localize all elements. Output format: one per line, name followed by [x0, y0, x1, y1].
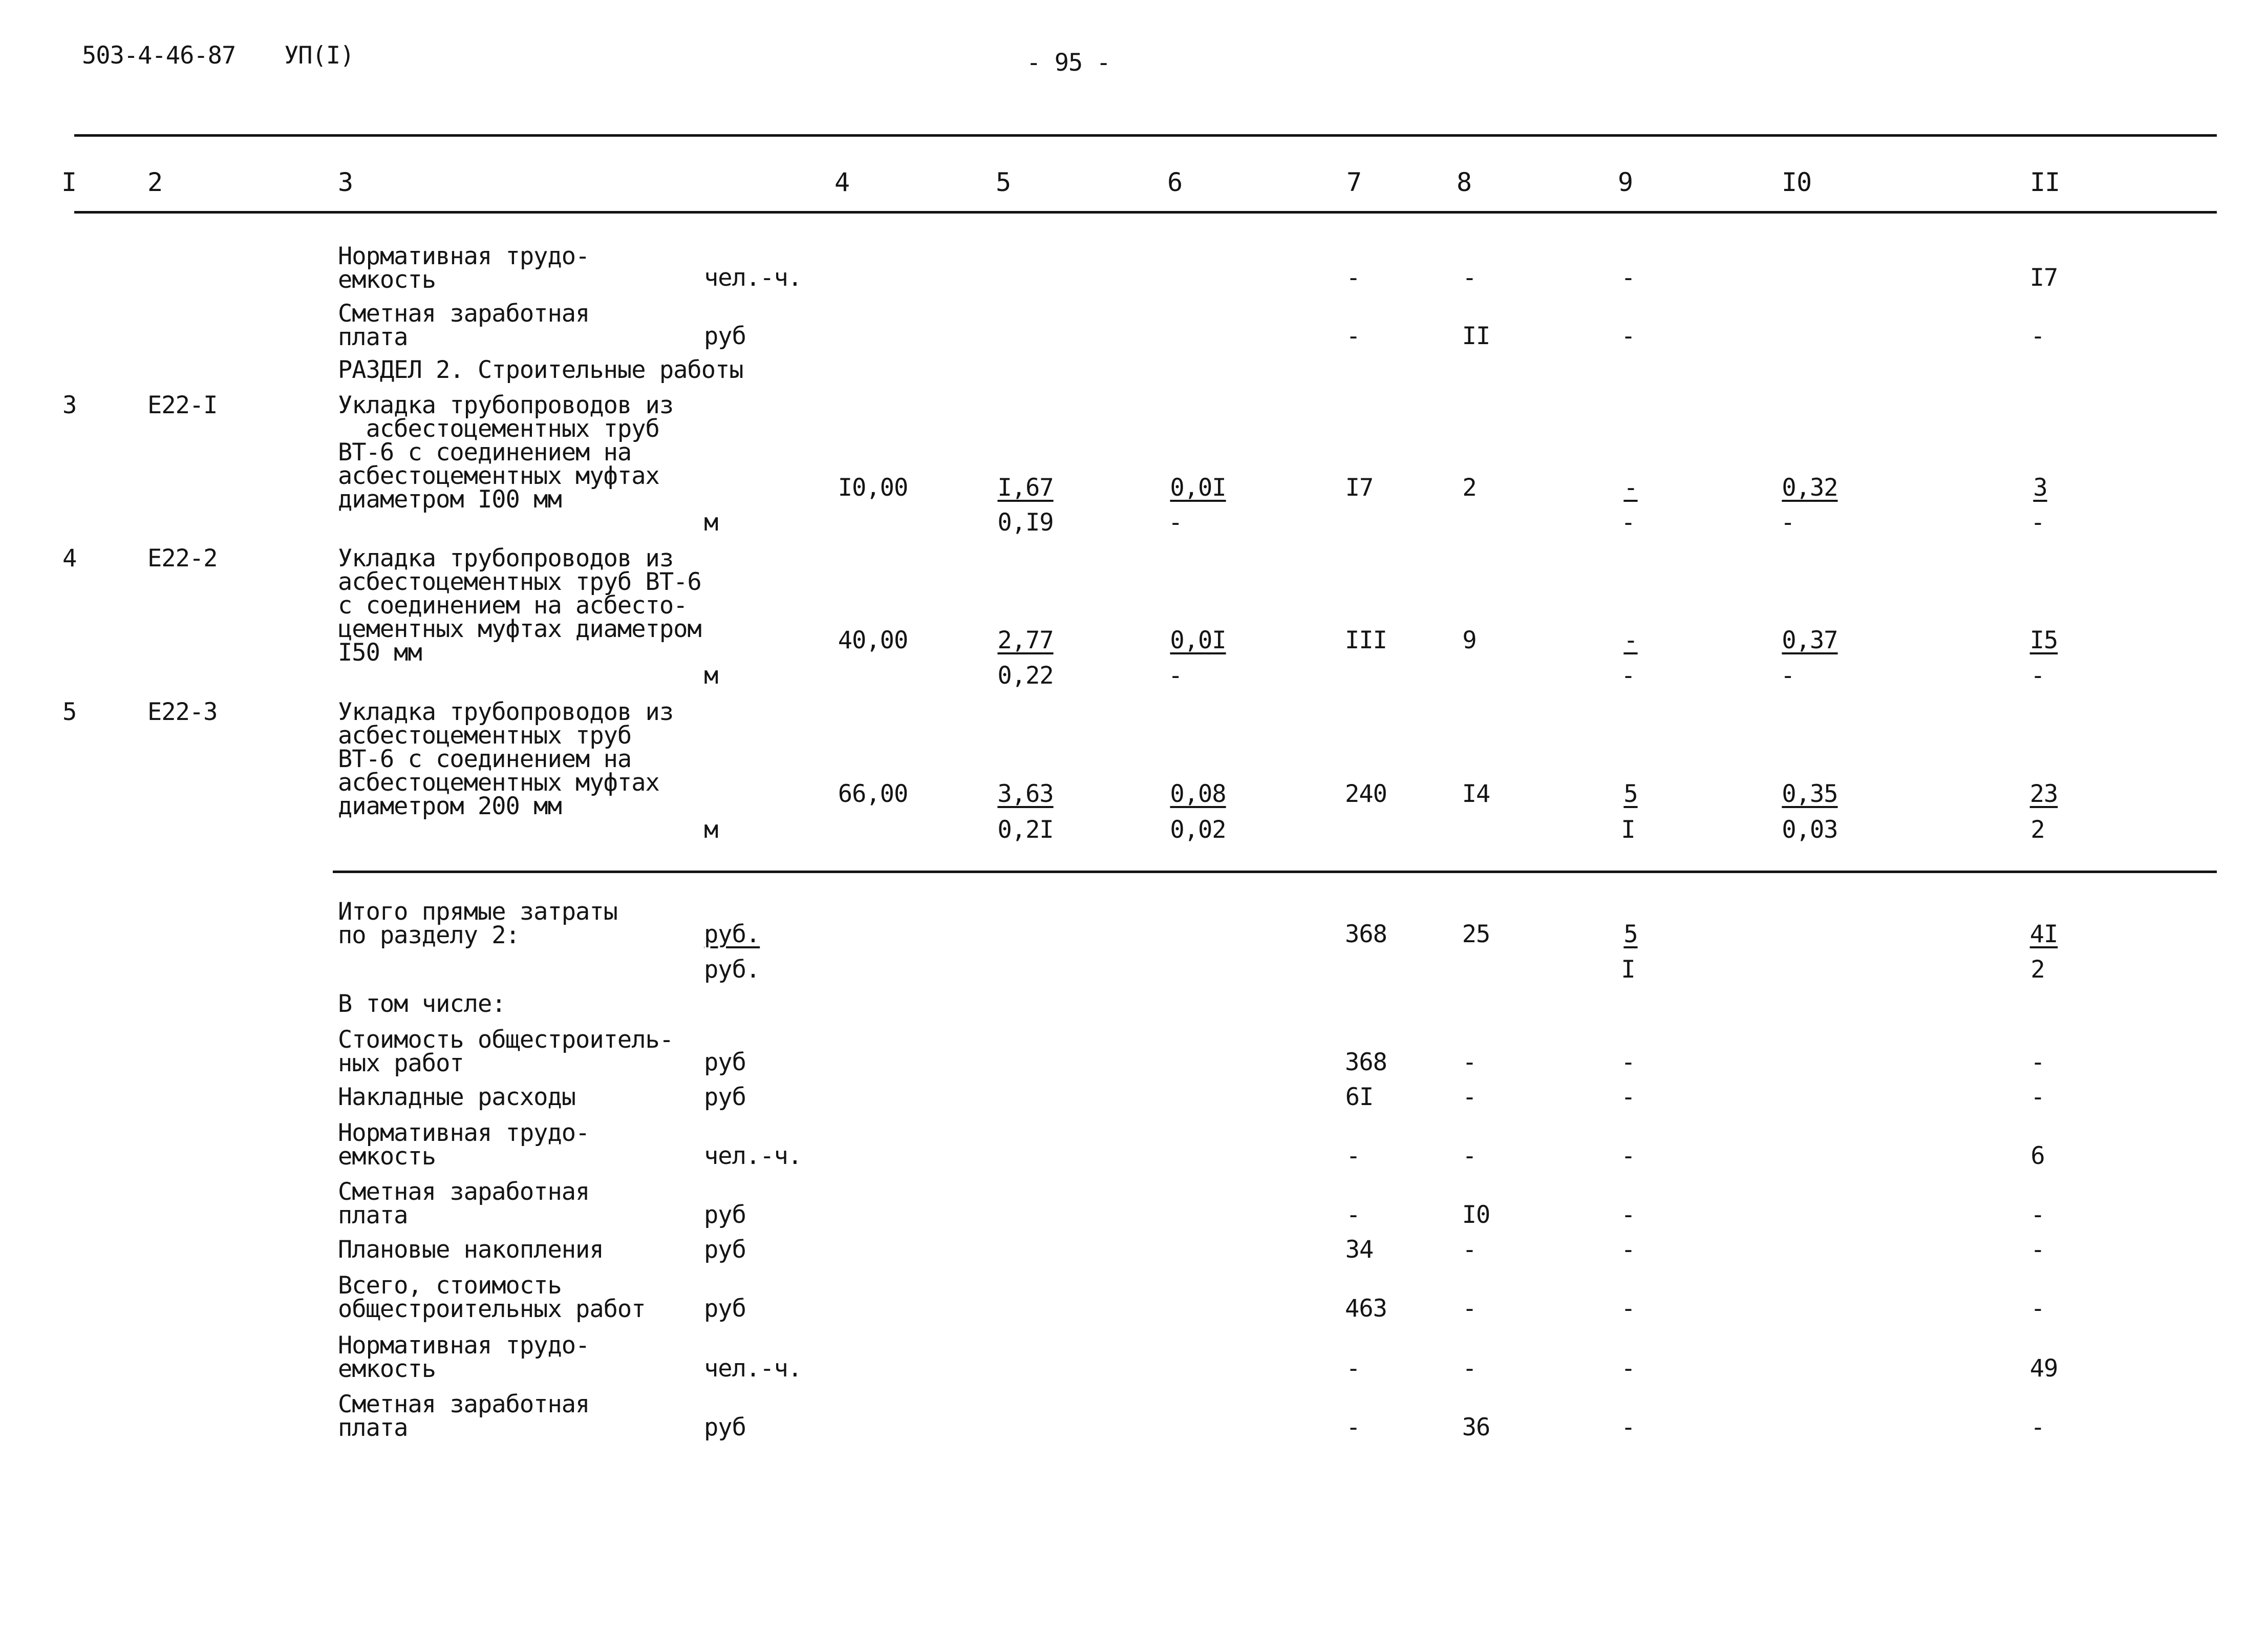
totals-direct-c8: 25 [1462, 920, 1490, 948]
wage-2-c11: - [2030, 1201, 2045, 1229]
wage-c11: - [2030, 322, 2045, 350]
overhead-c8: - [1462, 1083, 1477, 1111]
column-header-10: I0 [1782, 167, 1812, 197]
row-5-c5-top: 3,63 [997, 780, 1054, 808]
row-5-description: Укладка трубопроводов из асбестоцементных труб ВТ-6 с соединением на асбестоцементных муфтах диаметром 200 мм [338, 698, 674, 820]
row-5-unit: м [704, 816, 718, 844]
row-4-c9-bottom: - [1621, 662, 1635, 690]
labor-norm-3-c11: 49 [2029, 1354, 2058, 1383]
page-number: - 95 - [1026, 49, 1110, 77]
wage-unit: руб [704, 322, 746, 350]
album-label: УП(I) [284, 41, 354, 70]
wage-3-c9: - [1621, 1413, 1635, 1441]
column-header-9: 9 [1618, 167, 1633, 197]
row-5-c5-bottom: 0,2I [997, 816, 1054, 844]
overhead-unit: руб [704, 1083, 746, 1111]
general-works-c7: 368 [1345, 1048, 1387, 1076]
labor-norm-2-c9: - [1621, 1142, 1635, 1170]
row-3-c10-bottom: - [1781, 508, 1795, 537]
wage-2-c8: I0 [1462, 1201, 1490, 1229]
totals-direct-c11-bottom: 2 [2030, 956, 2045, 984]
column-header-7: 7 [1346, 167, 1362, 197]
column-header-11: II [2030, 167, 2060, 197]
wage-label: Сметная заработная плата [338, 300, 590, 351]
totals-direct-unit-2: руб. [704, 956, 760, 984]
row-3-c5-top: I,67 [997, 474, 1054, 502]
row-5-c10-bottom: 0,03 [1782, 816, 1838, 844]
row-3-c5-bottom: 0,I9 [997, 508, 1054, 537]
wage-c9: - [1621, 322, 1635, 350]
column-header-6: 6 [1167, 167, 1183, 197]
row-4-description: Укладка трубопроводов из асбестоцементных труб ВТ-6 с соединением на асбесто- цементных муфтах диаметром I50 мм [338, 544, 701, 667]
row-3-number: 3 [62, 391, 77, 419]
labor-norm-2-unit: чел.-ч. [704, 1142, 802, 1170]
general-works-unit: руб [704, 1048, 746, 1076]
overhead-c7: 6I [1345, 1083, 1374, 1111]
row-4-c5-top: 2,77 [997, 626, 1054, 654]
general-works-c11: - [2030, 1048, 2045, 1076]
row-3-c9-bottom: - [1621, 508, 1635, 537]
general-works-label: Стоимость общестроитель- ных работ [338, 1026, 674, 1077]
row-3-c11-bottom: - [2030, 508, 2045, 537]
row-5-quantity: 66,00 [838, 780, 908, 808]
row-4-number: 4 [62, 544, 77, 572]
column-header-5: 5 [996, 167, 1011, 197]
row-5-c8: I4 [1462, 780, 1490, 808]
total-general-works-c7: 463 [1345, 1295, 1387, 1323]
wage-3-c11: - [2030, 1413, 2045, 1441]
wage-2-c9: - [1621, 1201, 1635, 1229]
row-4-c10-bottom: - [1781, 662, 1795, 690]
labor-norm-unit: чел.-ч. [704, 264, 802, 292]
wage-c8: II [1462, 322, 1490, 350]
row-3-c10-top: 0,32 [1782, 474, 1838, 502]
totals-direct-c9-top: 5 [1623, 920, 1638, 948]
labor-norm-3-c7: - [1346, 1354, 1360, 1383]
row-4-c7: III [1345, 626, 1387, 654]
labor-norm-2-label: Нормативная трудо- емкость [338, 1119, 590, 1171]
row-5-number: 5 [62, 698, 77, 726]
row-4-c10-top: 0,37 [1782, 626, 1838, 654]
general-works-c9: - [1621, 1048, 1635, 1076]
planned-savings-c9: - [1621, 1236, 1635, 1264]
document-code: 503-4-46-87 [82, 41, 236, 70]
total-general-works-c8: - [1462, 1295, 1477, 1323]
totals-direct-unit-1: руб. [704, 920, 760, 948]
row-3-c8: 2 [1462, 474, 1477, 502]
totals-direct-c9-bottom: I [1621, 956, 1635, 984]
labor-norm-3-label: Нормативная трудо- емкость [338, 1331, 590, 1383]
row-3-c9-top: - [1623, 474, 1638, 502]
labor-norm-2-c8: - [1462, 1142, 1477, 1170]
row-4-quantity: 40,00 [838, 626, 908, 654]
labor-norm-3-c9: - [1621, 1354, 1635, 1383]
row-3-description: Укладка трубопроводов из асбестоцементных труб ВТ-6 с соединением на асбестоцементных муфтах диаметром I00 мм [338, 391, 674, 514]
row-3-c11-top: 3 [2033, 474, 2047, 502]
row-4-c6-bottom: - [1168, 662, 1183, 690]
row-4-c11-top: I5 [2029, 626, 2058, 654]
row-5-c6-bottom: 0,02 [1170, 816, 1226, 844]
labor-norm-3-unit: чел.-ч. [704, 1354, 802, 1383]
totals-direct-c11-top: 4I [2029, 920, 2058, 948]
labor-norm-label: Нормативная трудо- емкость [338, 242, 590, 294]
row-3-unit: м [704, 508, 718, 537]
row-5-c6-top: 0,08 [1170, 780, 1226, 808]
overhead-c11: - [2030, 1083, 2045, 1111]
row-3-quantity: I0,00 [838, 474, 908, 502]
total-general-works-unit: руб [704, 1295, 746, 1323]
including-label: В том числе: [338, 990, 506, 1018]
planned-savings-c11: - [2030, 1236, 2045, 1264]
row-5-c10-top: 0,35 [1782, 780, 1838, 808]
wage-3-c7: - [1346, 1413, 1360, 1441]
row-3-c7: I7 [1345, 474, 1374, 502]
wage-2-unit: руб [704, 1201, 746, 1229]
table-header-rule [74, 211, 2217, 214]
row-4-c5-bottom: 0,22 [997, 662, 1054, 690]
total-general-works-label: Всего, стоимость общестроительных работ [338, 1271, 646, 1323]
row-5-c11-bottom: 2 [2030, 816, 2045, 844]
labor-norm-c9: - [1621, 264, 1635, 292]
row-4-c8: 9 [1462, 626, 1477, 654]
totals-direct-c7: 368 [1345, 920, 1387, 948]
column-header-1: I [61, 167, 77, 197]
row-4-unit: м [704, 662, 718, 690]
planned-savings-label: Плановые накопления [338, 1236, 604, 1264]
overhead-label: Накладные расходы [338, 1083, 576, 1111]
labor-norm-c11: I7 [2029, 264, 2058, 292]
planned-savings-c8: - [1462, 1236, 1477, 1264]
planned-savings-unit: руб [704, 1236, 746, 1264]
overhead-c9: - [1621, 1083, 1635, 1111]
total-general-works-c9: - [1621, 1295, 1635, 1323]
general-works-c8: - [1462, 1048, 1477, 1076]
column-header-4: 4 [835, 167, 850, 197]
row-5-c9-top: 5 [1623, 780, 1638, 808]
row-3-c6-top: 0,0I [1170, 474, 1226, 502]
wage-3-c8: 36 [1462, 1413, 1490, 1441]
section-title: РАЗДЕЛ 2. Строительные работы [338, 356, 743, 384]
planned-savings-c7: 34 [1345, 1236, 1374, 1264]
labor-norm-c8: - [1462, 264, 1477, 292]
row-5-c9-bottom: I [1621, 816, 1635, 844]
row-5-c7: 240 [1345, 780, 1387, 808]
row-4-c9-top: - [1623, 626, 1638, 654]
wage-2-c7: - [1346, 1201, 1360, 1229]
labor-norm-c7: - [1346, 264, 1360, 292]
row-3-c6-bottom: - [1168, 508, 1183, 537]
wage-c7: - [1346, 322, 1360, 350]
row-4-c11-bottom: - [2030, 662, 2045, 690]
column-header-3: 3 [338, 167, 353, 197]
column-header-8: 8 [1457, 167, 1472, 197]
row-4-c6-top: 0,0I [1170, 626, 1226, 654]
wage-2-label: Сметная заработная плата [338, 1178, 590, 1229]
wage-3-label: Сметная заработная плата [338, 1390, 590, 1442]
row-5-code: Е22-3 [147, 698, 218, 726]
totals-direct-label: Итого прямые затраты по разделу 2: [338, 898, 617, 949]
column-header-2: 2 [147, 167, 163, 197]
table-top-rule [74, 134, 2217, 137]
totals-divider [333, 871, 2217, 873]
labor-norm-2-c11: 6 [2030, 1142, 2045, 1170]
labor-norm-3-c8: - [1462, 1354, 1477, 1383]
row-4-code: Е22-2 [147, 544, 218, 572]
wage-3-unit: руб [704, 1413, 746, 1441]
row-3-code: Е22-I [147, 391, 218, 419]
total-general-works-c11: - [2030, 1295, 2045, 1323]
row-5-c11-top: 23 [2029, 780, 2058, 808]
labor-norm-2-c7: - [1346, 1142, 1360, 1170]
